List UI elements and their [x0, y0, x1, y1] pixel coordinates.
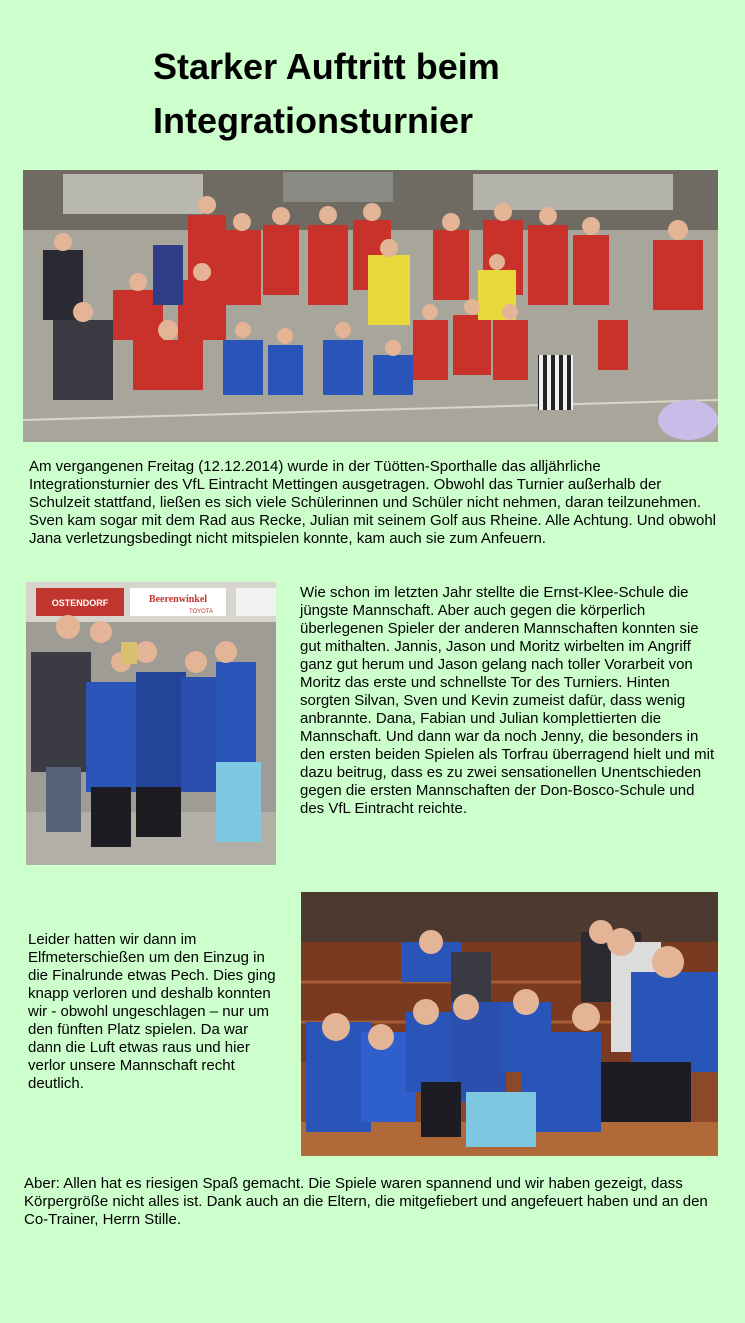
team-bench-photo — [301, 892, 718, 1156]
sponsor-beerenwinkel-label: Beerenwinkel — [148, 594, 208, 605]
paragraph-intro: Am vergangenen Freitag (12.12.2014) wurde in der Tüötten-Sporthalle das alljährliche Integrationsturnier des VfL Eintracht Mettingen ausgetragen. Obwohl das Turnier außerhalb der Schulzeit stattfand, ließen es sich viele Schülerinnen und Schüler nicht nehmen, daran teilzunehmen. Sven kam sogar mit dem Rad aus Recke, Julian mit seinem Golf aus Rheine. Alle Achtung. Und obwohl Jana verletzungsbedingt nicht mitspielen konnte, kam auch sie zum Anfeuern. — [29, 458, 717, 547]
sponsor-ostendorf-label: OSTENDORF — [51, 598, 109, 608]
paragraph-team: Wie schon im letzten Jahr stellte die Ernst-Klee-Schule die jüngste Mannschaft. Aber auch gegen die körperlich überlegenen Spieler der anderen Mannschaften konnten sie gut mithalten. Jannis, Jason und Moritz wirbelten im Angriff ganz gut herum und Jason gelang nach toller Vorarbeit von Moritz das erste und schnellste Tor des Turniers. Hinten sorgten Silvan, Sven und Kevin zumeist dafür, dass wenig anbrannte. Dana, Fabian und Julian komplettierten die Mannschaft. Und dann war da noch Jenny, die besonders in den ersten beiden Spielen als Torfrau überragend hielt und mit dazu beitrug, dass es zu zwei sensationellen Unentschieden gegen die ersten Mannschaften der Don-Bosco-Schule und des VfL Eintracht reichte. — [300, 584, 715, 817]
group-photo — [23, 170, 718, 442]
team-trophy-photo — [26, 582, 276, 865]
sponsor-toyota-label: TOYOTA — [188, 609, 214, 615]
paragraph-penalties: Leider hatten wir dann im Elfmeterschießen um den Einzug in die Finalrunde etwas Pech. Dies ging knapp verloren und deshalb konnten wir - obwohl ungeschlagen – nur um den fünften Platz spielen. Da war dann die Luft etwas raus und hier verlor unsere Mannschaft recht deutlich. — [28, 931, 276, 1092]
paragraph-conclusion: Aber: Allen hat es riesigen Spaß gemacht. Die Spiele waren spannend und wir haben gezeigt, dass Körpergröße nicht alles ist. Dank auch an die Eltern, die mitgefiebert und angefeuert haben und an den Co-Trainer, Herrn Stille. — [24, 1175, 708, 1228]
article-title: Starker Auftritt beim Integrationsturnier — [153, 46, 500, 141]
